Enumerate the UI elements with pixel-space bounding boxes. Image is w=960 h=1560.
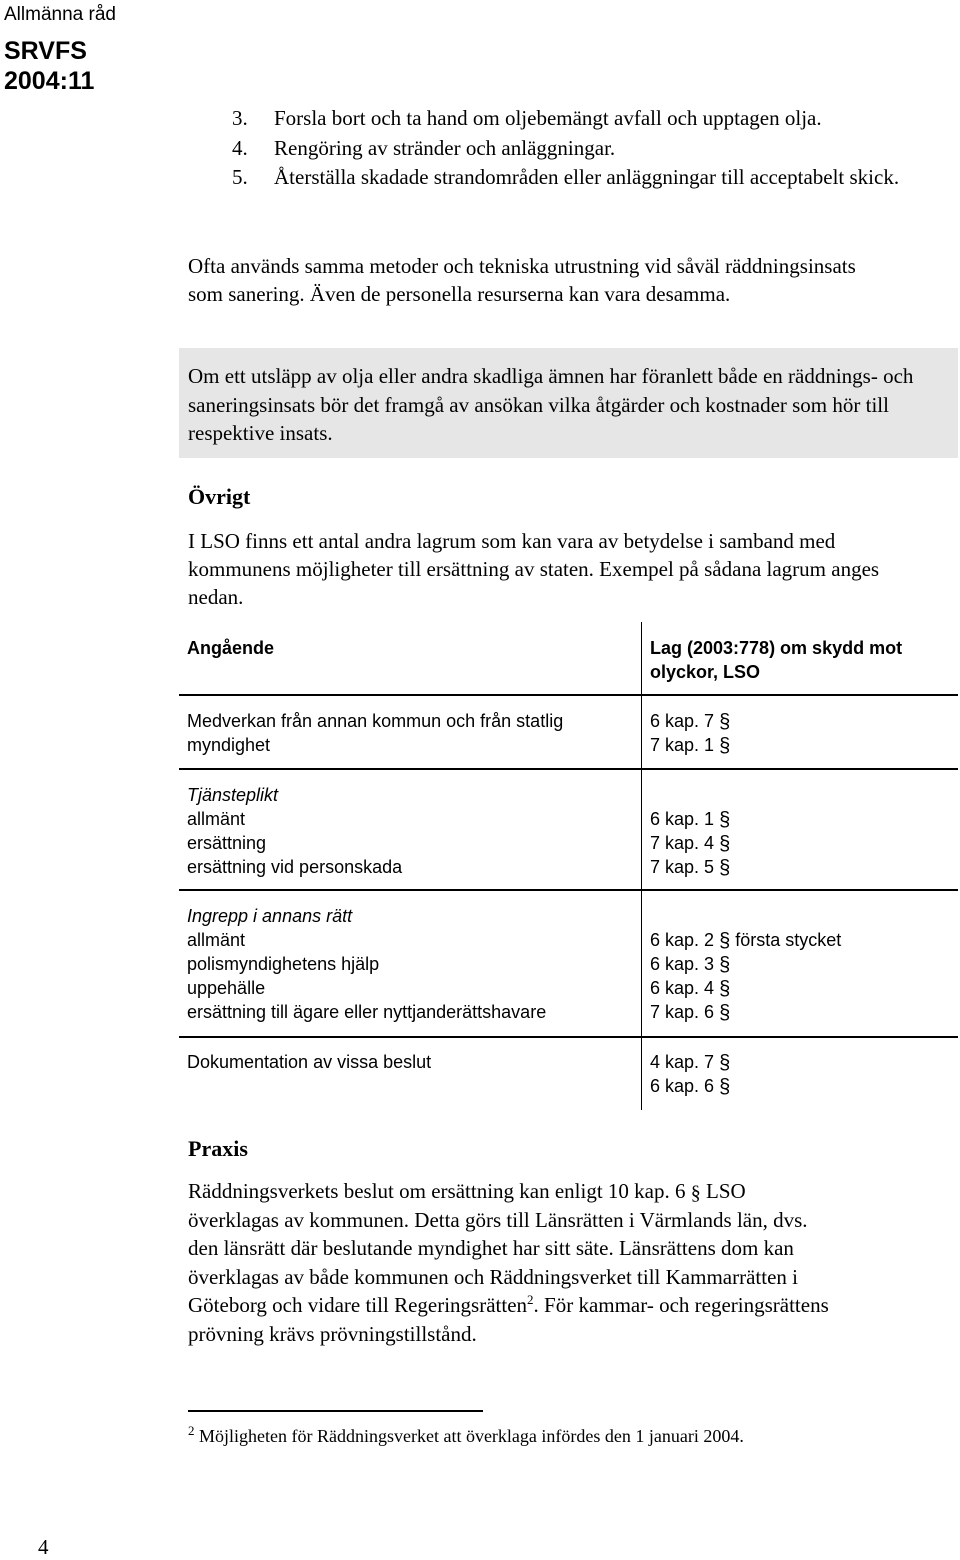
list-item-number: 5. [232, 165, 248, 189]
section-sign: § [719, 978, 731, 1000]
table-row-subject [187, 1050, 637, 1074]
law-reference [650, 952, 955, 976]
law-reference [650, 1074, 955, 1098]
law-reference [650, 1000, 955, 1024]
footnote-separator [188, 1410, 483, 1412]
table-row-reference [650, 709, 955, 757]
list-item-number: 3. [232, 106, 248, 130]
praxis-line [188, 1291, 958, 1320]
section-sign: § [719, 1002, 731, 1024]
law-reference [650, 709, 955, 733]
section-sign: § [719, 1052, 731, 1074]
body-paragraph: Ofta används samma metoder och tekniska utrustning vid såväl räddningsinsats som sanering. Även de personella resurserna kan vara desamma. [188, 254, 856, 306]
praxis-line: den länsrätt där beslutande myndighet har sitt säte. Länsrättens dom kan [188, 1236, 794, 1260]
law-reference-text: 6 kap. 1 [650, 809, 715, 829]
row-divider [179, 768, 958, 770]
law-reference-text: 6 kap. 4 [650, 978, 715, 998]
section-sign: § [719, 711, 731, 733]
law-reference-table [179, 622, 958, 1110]
praxis-line: överklagas av kommunen. Detta görs till Länsrätten i Värmlands län, dvs. [188, 1207, 808, 1232]
praxis-paragraph [188, 1177, 958, 1348]
table-header-subject: Angående [187, 638, 275, 658]
footnote-number: 2 [188, 1423, 195, 1438]
law-reference [650, 1050, 955, 1074]
praxis-line [188, 1177, 958, 1206]
table-group-title: Ingrepp i annans rätt [187, 906, 353, 926]
document-code-series: SRVFS [4, 37, 87, 65]
table-row-subject [187, 709, 637, 757]
list-item-text: Återställa skadade strandområden eller anläggningar till acceptabelt skick. [274, 165, 900, 189]
law-reference [650, 733, 955, 757]
table-cell-text: Medverkan från annan kommun och från statlig [187, 711, 564, 731]
law-reference [650, 807, 955, 831]
section-sign: § [719, 833, 731, 855]
table-cell-text: ersättning vid personskada [187, 857, 403, 877]
ovrigt-paragraph: I LSO finns ett antal andra lagrum som kan vara av betydelse i samband med kommunens möjligheter till ersättning av staten. Exempel på sådana lagrum anges nedan. [188, 529, 880, 609]
law-reference-text: 7 kap. 4 [650, 833, 715, 853]
table-row-subject [187, 904, 637, 1024]
praxis-text: . För kammar- och regeringsrättens [533, 1293, 829, 1317]
table-header-law-line: Lag (2003:778) om skydd mot [650, 638, 903, 658]
law-reference-text: 7 kap. 1 [650, 735, 715, 755]
row-divider [179, 694, 958, 696]
section-sign: § [690, 1182, 701, 1204]
table-row-reference [650, 928, 955, 1024]
praxis-text: LSO [706, 1179, 746, 1203]
law-reference [650, 928, 955, 952]
general-advice-box [179, 348, 958, 458]
numbered-list [188, 103, 958, 191]
advice-text: Om ett utsläpp av olja eller andra skadliga ämnen har föranlett både en räddnings- och saneringsinsats bör det framgå av ansökan vilka åtgärder och kostnader som hör till respektive insats. [188, 364, 914, 445]
table-cell-text: ersättning [187, 833, 267, 853]
table-cell-text: myndighet [187, 735, 271, 755]
list-item [188, 103, 958, 133]
document-header [4, 2, 116, 96]
law-reference-text: 6 kap. 7 [650, 711, 715, 731]
section-sign: § [719, 809, 731, 831]
section-sign: § [719, 1076, 731, 1098]
section-heading-ovrigt: Övrigt [188, 484, 251, 509]
list-item [188, 133, 958, 163]
law-reference-text: 7 kap. 5 [650, 857, 715, 877]
law-reference-suffix: första stycket [735, 930, 842, 950]
list-item-text: Forsla bort och ta hand om oljebemängt avfall och upptagen olja. [274, 106, 822, 130]
praxis-text: Räddningsverkets beslut om ersättning kan enligt 10 kap. 6 [188, 1179, 686, 1203]
law-reference-text: 4 kap. 7 [650, 1052, 715, 1072]
footnote [188, 1424, 744, 1448]
table-cell-text: allmänt [187, 809, 246, 829]
header-label: Allmänna råd [4, 4, 116, 25]
table-cell-text: allmänt [187, 930, 246, 950]
table-cell-text: polismyndighetens hjälp [187, 954, 380, 974]
table-row-subject [187, 783, 637, 879]
table-cell-text: ersättning till ägare eller nyttjanderättshavare [187, 1002, 547, 1022]
table-header-law-line: olyckor, LSO [650, 662, 761, 682]
section-heading-praxis: Praxis [188, 1136, 248, 1161]
law-reference [650, 976, 955, 1000]
table-group-title: Tjänsteplikt [187, 785, 279, 805]
praxis-text: Göteborg och vidare till Regeringsrätten [188, 1293, 528, 1317]
law-reference [650, 831, 955, 855]
section-sign: § [719, 930, 731, 952]
table-row-reference [650, 807, 955, 879]
table-cell-text: Dokumentation av vissa beslut [187, 1052, 432, 1072]
footnote-reference[interactable]: 2 [527, 1292, 534, 1307]
law-reference-text: 6 kap. 2 [650, 930, 715, 950]
table-row-reference [650, 1050, 955, 1098]
law-reference-text: 6 kap. 6 [650, 1076, 715, 1096]
table-cell-text: uppehälle [187, 978, 266, 998]
table-header-law [650, 636, 955, 684]
row-divider [179, 1036, 958, 1038]
section-sign: § [719, 857, 731, 879]
footnote-text: Möjligheten för Räddningsverket att överklaga infördes den 1 januari 2004. [199, 1426, 744, 1446]
page-number: 4 [38, 1535, 49, 1559]
law-reference-text: 7 kap. 6 [650, 1002, 715, 1022]
list-item-number: 4. [232, 136, 248, 160]
document-code [4, 36, 116, 96]
list-item-text: Rengöring av stränder och anläggningar. [274, 136, 616, 160]
section-sign: § [719, 954, 731, 976]
law-reference-text: 6 kap. 3 [650, 954, 715, 974]
list-item [188, 163, 958, 191]
law-reference [650, 855, 955, 879]
praxis-line: prövning krävs prövningstillstånd. [188, 1321, 477, 1346]
praxis-line: överklagas av både kommunen och Räddningsverket till Kammarrätten i [188, 1264, 798, 1289]
row-divider [179, 889, 958, 891]
document-code-number: 2004:11 [4, 67, 95, 95]
section-sign: § [719, 735, 731, 757]
